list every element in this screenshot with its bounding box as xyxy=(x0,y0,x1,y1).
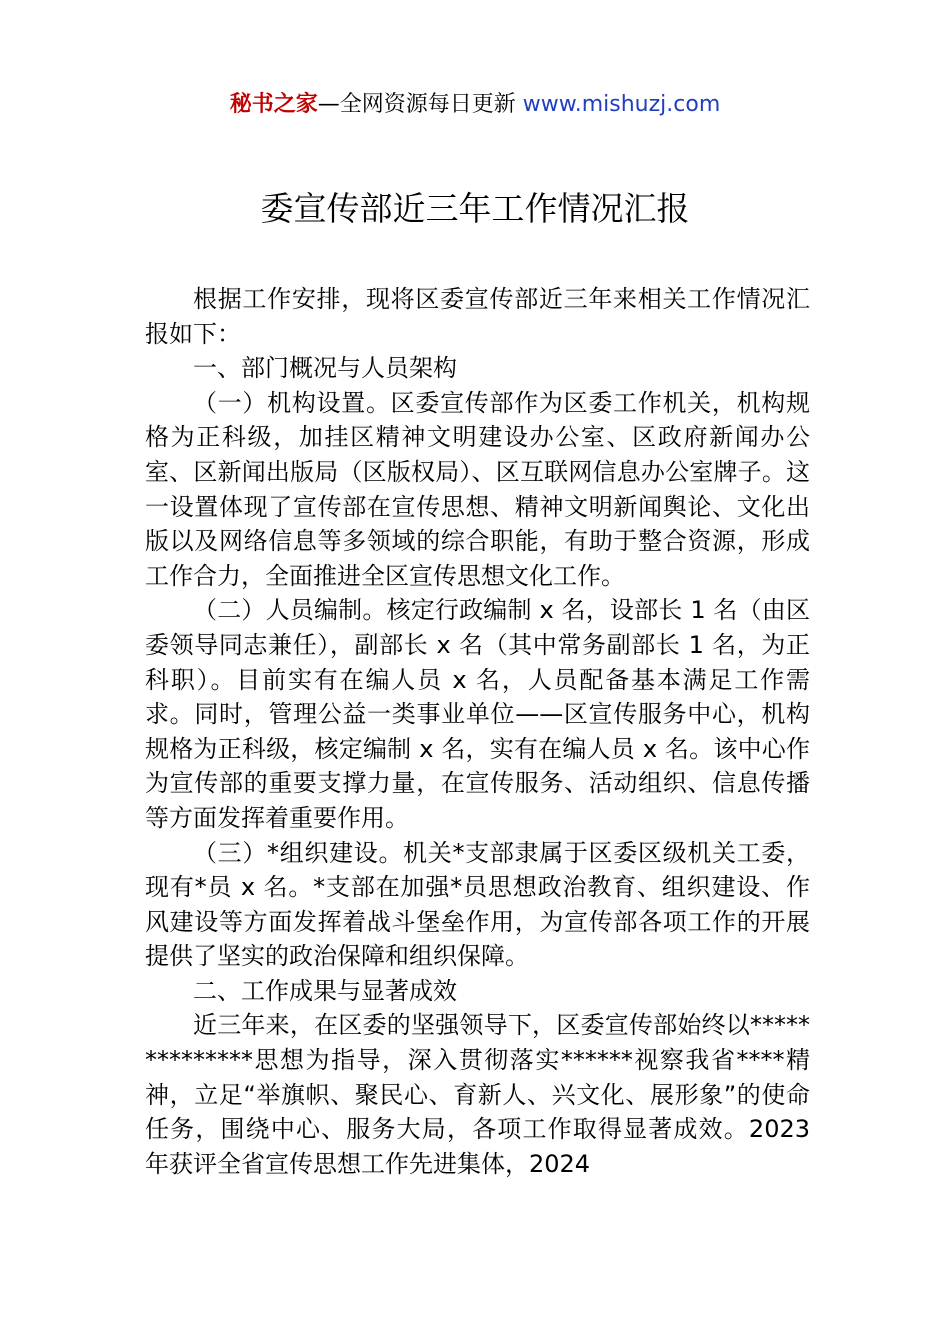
section-heading-1: 一、部门概况与人员架构 xyxy=(193,354,457,383)
paragraph-org-setup: （一）机构设置。区委宣传部作为区委工作机关，机构规格为正科级，加挂区精神文明建设办公室、区政府新闻办公室、区新闻出版局（区版权局）、区互联网信息办公室牌子。这一设置体现了宣传部在宣传思想、精神文明新闻舆论、文化出版以及网络信息等多领域的综合职能，有助于整合资源，形成工作合力，全面推进全区宣传思想文化工作。 xyxy=(145,388,810,590)
section-heading-2: 二、工作成果与显著成效 xyxy=(193,976,457,1005)
paragraph-staffing: （二）人员编制。核定行政编制 x 名，设部长 1 名（由区委领导同志兼任），副部长 x 名（其中常务副部长 1 名，为正科职）。目前实有在编人员 x 名，人员配备基本满足工作需求。同时，管理公益一类事业单位——区宣传服务中心，机构规格为正科级，核定编制 x 名，实有在编人员 x 名。该中心作为宣传部的重要支撑力量，在宣传服务、活动组织、信息传播等方面发挥着重要作用。 xyxy=(145,596,810,832)
site-banner xyxy=(0,88,950,122)
document-title: 委宣传部近三年工作情况汇报 xyxy=(260,189,690,228)
site-tagline: —全网资源每日更新 xyxy=(317,92,523,117)
paragraph-achievements: 近三年来，在区委的坚强领导下，区委宣传部始终以**************思想为指导，深入贯彻落实******视察我省****精神，立足“举旗帜、聚民心、育新人、兴文化、展形象”的使命任务，围绕中心、服务大局，各项工作取得显著成效。2023 年获评全省宣传思想工作先进集体，2024 xyxy=(145,1011,810,1178)
site-brand: 秘书之家 xyxy=(229,92,318,117)
paragraph-party-building: （三）*组织建设。机关*支部隶属于区委区级机关工委，现有*员 x 名。*支部在加强*员思想政治教育、组织建设、作风建设等方面发挥着战斗堡垒作用，为宣传部各项工作的开展提供了坚实的政治保障和组织保障。 xyxy=(145,838,810,971)
site-url-link[interactable]: www.mishuzj.com xyxy=(522,92,721,117)
document-body xyxy=(145,282,810,1181)
intro-paragraph: 根据工作安排，现将区委宣传部近三年来相关工作情况汇报如下： xyxy=(145,285,810,348)
